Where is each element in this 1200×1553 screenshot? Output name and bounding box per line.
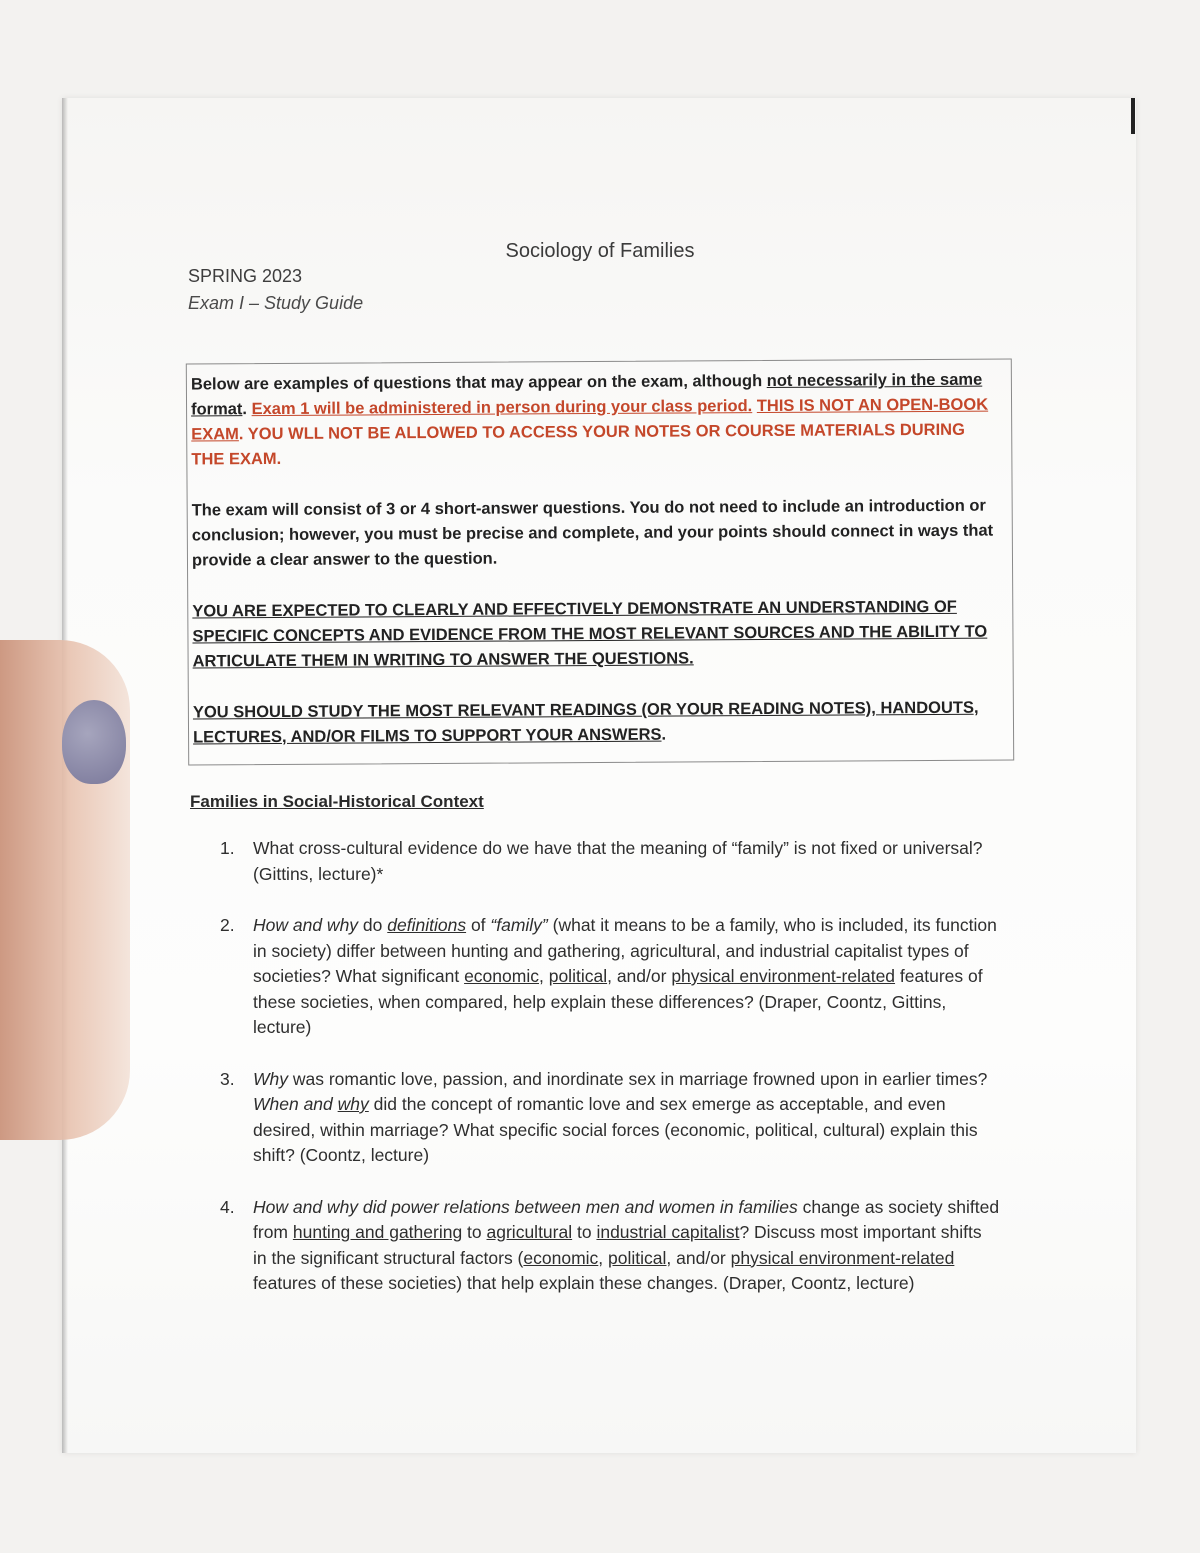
term-label: SPRING 2023	[188, 266, 303, 286]
text-run: How and why did power relations between men and women in families	[253, 1196, 798, 1217]
text-run: did the concept of romantic love and sex emerge as acceptable, and even desired, within marriage? What specific social forces (economic, political, cultural) explain this shift? (Coontz, lecture)	[253, 1094, 978, 1165]
text-run: .	[661, 725, 667, 744]
question-number: 2.	[220, 915, 235, 935]
fingernail	[62, 700, 126, 784]
text-run: How and why	[253, 915, 359, 935]
question-text	[253, 915, 997, 1037]
text-run: why	[337, 1094, 369, 1114]
document-title: Sociology of Families	[505, 240, 695, 262]
text-run: change as society shifted from	[253, 1196, 1000, 1242]
text-run: ,	[538, 966, 549, 986]
instructions-paragraph-1	[191, 368, 1002, 473]
text-run: features of these societies, when compared, help explain these differences? (Draper, Coontz, Gittins, lecture)	[253, 966, 983, 1037]
text-run: to	[462, 1222, 487, 1242]
text-run: and/or	[671, 1247, 731, 1268]
question-text	[253, 1069, 987, 1166]
text-run: industrial capitalist	[596, 1222, 740, 1242]
text-run: economic	[464, 966, 539, 986]
text-run: physical environment-related	[730, 1247, 955, 1268]
text-run: do	[358, 915, 388, 935]
text-run: definitions	[387, 915, 467, 935]
text-run: “family”	[490, 915, 548, 935]
text-run: of	[466, 915, 491, 935]
instructions-paragraph-3: YOU ARE EXPECTED TO CLEARLY AND EFFECTIVELY DEMONSTRATE AN UNDERSTANDING OF SPECIFIC CONCEPTS AND EVIDENCE FROM THE MOST RELEVANT SOURCES AND THE ABILITY TO ARTICULATE THEM IN WRITING TO ANSWER THE QUESTIONS.	[192, 597, 988, 671]
text-run: was romantic love, passion, and inordinate sex in marriage frowned upon in earlier times?	[288, 1068, 988, 1089]
text-run: ,	[598, 1247, 609, 1268]
text-run: Below are examples of questions that may appear on the exam, although	[190, 371, 767, 394]
text-run: features of these societies) that help explain these changes. (Draper, Coontz, lecture)	[253, 1273, 915, 1293]
text-run: political,	[608, 1247, 672, 1268]
question-item	[220, 1195, 1000, 1297]
paper-edge-mark	[1131, 98, 1135, 134]
text-run: Why	[253, 1068, 288, 1089]
text-run: .	[242, 400, 252, 419]
instructions-paragraph-4	[193, 696, 1003, 751]
question-text	[253, 1197, 999, 1294]
question-list	[220, 836, 1000, 1323]
question-item	[220, 913, 1000, 1041]
text-run: agricultural	[486, 1222, 573, 1242]
text-run: to	[572, 1222, 597, 1242]
text-run: hunting and gathering	[292, 1222, 463, 1242]
question-text: What cross-cultural evidence do we have that the meaning of “family” is not fixed or universal? (Gittins, lecture)*	[253, 838, 983, 884]
text-run: When and	[253, 1094, 338, 1114]
instructions-paragraph-2: The exam will consist of 3 or 4 short-answer questions. You do not need to include an introduction or conclusion; however, you must be precise and complete, and your points should connect in ways that provide a clear answer to the question.	[191, 496, 994, 570]
text-run: physical environment-related	[671, 966, 896, 986]
text-run: not necessarily in the same format	[191, 370, 983, 419]
section-heading: Families in Social-Historical Context	[190, 792, 484, 811]
question-number: 3.	[220, 1068, 235, 1089]
question-number: 4.	[220, 1196, 235, 1217]
text-run: economic	[523, 1247, 599, 1268]
question-item	[220, 1067, 1000, 1169]
text-run: THIS IS NOT AN OPEN-BOOK EXAM	[191, 395, 989, 444]
question-item	[220, 836, 1000, 887]
text-run: ? Discuss most important shifts in the significant structural factors (	[253, 1222, 982, 1268]
instructions-box	[186, 358, 1014, 765]
text-run: . YOU WLL NOT BE ALLOWED TO ACCESS YOUR NOTES OR COURSE MATERIALS DURING THE EXAM.	[191, 420, 965, 469]
text-run: (what it means to be a family, who is included, its function in society) differ between hunting and gathering, agricultural, and industrial capitalist types of societies? What significant	[253, 915, 997, 986]
text-run: political	[548, 966, 608, 986]
text-run: YOU SHOULD STUDY THE MOST RELEVANT READINGS (OR YOUR READING NOTES), HANDOUTS, LECTURES, AND/OR FILMS TO SUPPORT YOUR ANSWERS	[192, 698, 979, 747]
document-subtitle: Exam I – Study Guide	[188, 293, 364, 313]
question-number: 1.	[220, 838, 235, 858]
text-run: , and/or	[607, 966, 672, 986]
text-run: Exam 1 will be administered in person during your class period.	[251, 397, 753, 419]
